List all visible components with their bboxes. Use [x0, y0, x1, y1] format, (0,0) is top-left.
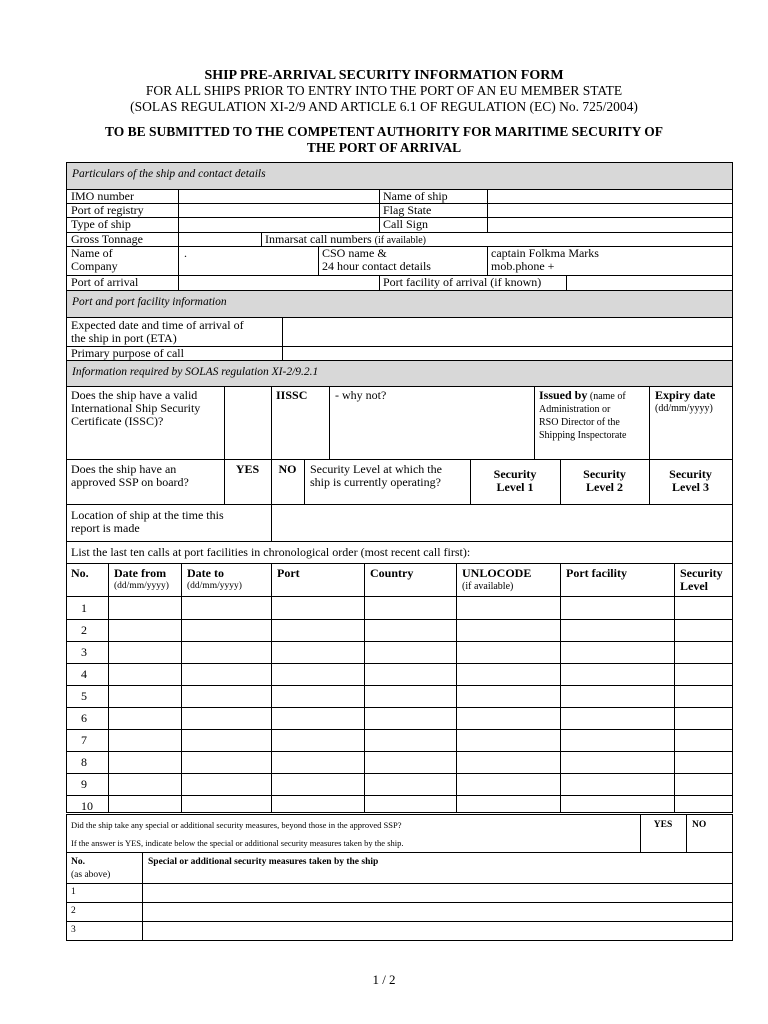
measure-row-number: 2	[71, 906, 76, 916]
call-row-field[interactable]	[456, 729, 560, 751]
section-port-info-title: Port and port facility information	[67, 291, 732, 317]
port-of-registry-field[interactable]	[178, 203, 379, 217]
cso-label-line-2: 24 hour contact details	[322, 259, 431, 273]
issc-question-line-2: International Ship Security	[71, 401, 201, 415]
call-row-field[interactable]	[456, 751, 560, 773]
port-of-arrival-field[interactable]	[178, 275, 379, 290]
call-row-field[interactable]	[364, 773, 456, 795]
call-row-field[interactable]	[271, 597, 364, 619]
security-level-3-option[interactable]	[649, 467, 732, 497]
name-of-ship-field[interactable]	[487, 189, 732, 203]
call-row-field[interactable]	[674, 729, 732, 751]
measures-yes-option[interactable]: YES	[653, 820, 673, 830]
measure-row-field[interactable]	[142, 883, 732, 902]
call-row-field[interactable]	[271, 773, 364, 795]
call-row-field[interactable]	[456, 597, 560, 619]
call-row-field[interactable]	[364, 751, 456, 773]
col-no: No.	[71, 566, 89, 580]
security-level-question	[304, 462, 470, 498]
call-row-field[interactable]	[181, 619, 271, 641]
call-row-field[interactable]	[108, 729, 181, 751]
why-not-label: - why not?	[335, 388, 387, 402]
security-level-2-label: Level 2	[586, 480, 623, 494]
call-row-field[interactable]	[456, 663, 560, 685]
expiry-date-format: (dd/mm/yyyy)	[655, 403, 713, 414]
call-row-field[interactable]	[108, 619, 181, 641]
location-label	[67, 508, 271, 538]
measures-if-yes: If the answer is YES, indicate below the special or additional security measures taken by the ship.	[71, 838, 404, 848]
measure-row-number: 3	[71, 925, 76, 935]
call-row-field[interactable]	[674, 663, 732, 685]
measure-row-number: 1	[71, 887, 76, 897]
call-row-field[interactable]	[456, 619, 560, 641]
call-row-number: 2	[81, 623, 87, 637]
type-of-ship-field[interactable]	[178, 217, 379, 232]
main-form-table	[66, 162, 733, 813]
call-row-field[interactable]	[560, 707, 674, 729]
call-row-field[interactable]	[364, 597, 456, 619]
security-level-question-line-1: Security Level at which the	[310, 462, 442, 476]
call-row-number: 5	[81, 689, 87, 703]
eta-field[interactable]	[282, 317, 732, 346]
cso-name-value: captain Folkma Marks	[491, 246, 599, 260]
call-row-field[interactable]	[560, 641, 674, 663]
label-gross-tonnage: Gross Tonnage	[71, 232, 143, 246]
call-row-field[interactable]	[364, 707, 456, 729]
call-row-number: 3	[81, 645, 87, 659]
measures-question: Did the ship take any special or additional security measures, beyond those in the approved SSP?	[71, 820, 402, 830]
col-date-to-format: (dd/mm/yyyy)	[187, 581, 242, 591]
measures-table	[66, 814, 733, 941]
label-flag-state: Flag State	[383, 203, 432, 217]
submit-instruction-line-1: TO BE SUBMITTED TO THE COMPETENT AUTHORITY FOR MARITIME SECURITY OF	[104, 124, 664, 139]
imo-number-field[interactable]	[178, 189, 379, 203]
ssp-no-option[interactable]: NO	[278, 462, 297, 476]
call-row-field[interactable]	[108, 597, 181, 619]
security-level-2-word: Security	[583, 467, 626, 481]
call-row-field[interactable]	[560, 729, 674, 751]
label-primary-purpose: Primary purpose of call	[71, 346, 184, 360]
label-port-facility-arrival: Port facility of arrival (if known)	[383, 275, 542, 289]
col-security-word: Security	[680, 566, 723, 580]
section-solas-title: Information required by SOLAS regulation XI-2/9.2.1	[67, 361, 732, 386]
col-port: Port	[277, 566, 300, 580]
company-label-line-1: Name of	[71, 246, 113, 260]
port-facility-arrival-field[interactable]	[566, 275, 732, 290]
measures-col-description: Special or additional security measures taken by the ship	[148, 857, 379, 867]
call-row-field[interactable]	[271, 641, 364, 663]
expiry-date-label	[649, 388, 732, 428]
label-inmarsat: Inmarsat call numbers	[265, 232, 372, 246]
location-field[interactable]	[271, 504, 732, 541]
ssp-question	[67, 462, 224, 498]
call-row-number: 8	[81, 755, 87, 769]
call-row-field[interactable]	[364, 619, 456, 641]
call-row-field[interactable]	[674, 707, 732, 729]
issued-by-note-2: Administration or	[539, 404, 611, 415]
security-level-3-label: Level 3	[672, 480, 709, 494]
call-row-field[interactable]	[181, 707, 271, 729]
call-row-field[interactable]	[271, 707, 364, 729]
issued-by-note-1: (name of	[589, 391, 626, 402]
label-port-of-registry: Port of registry	[71, 203, 144, 217]
col-date-from-format: (dd/mm/yyyy)	[114, 581, 169, 591]
call-row-field[interactable]	[108, 773, 181, 795]
call-row-field[interactable]	[560, 751, 674, 773]
call-row-field[interactable]	[108, 663, 181, 685]
iissc-label: IISSC	[276, 388, 308, 402]
calls-instruction: List the last ten calls at port facilities in chronological order (most recent call first):	[71, 545, 471, 559]
cso-contact-field[interactable]	[487, 246, 732, 275]
call-row-field[interactable]	[560, 597, 674, 619]
label-imo-number: IMO number	[71, 189, 134, 203]
section-particulars-title: Particulars of the ship and contact details	[67, 163, 732, 189]
label-call-sign: Call Sign	[383, 217, 429, 231]
cso-label-line-1: CSO name &	[322, 246, 387, 260]
call-row-field[interactable]	[364, 729, 456, 751]
security-level-2-option[interactable]	[560, 467, 649, 497]
col-security-level	[674, 566, 732, 596]
submit-instruction-line-2: THE PORT OF ARRIVAL	[306, 140, 462, 155]
inmarsat-label	[261, 232, 732, 246]
col-date-to-label: Date to	[187, 566, 224, 580]
flag-state-field[interactable]	[487, 203, 732, 217]
label-eta	[67, 317, 282, 346]
cso-phone-value: mob.phone +	[491, 259, 555, 273]
inmarsat-note: (if available)	[374, 235, 426, 246]
call-row-field[interactable]	[456, 641, 560, 663]
call-row-field[interactable]	[271, 751, 364, 773]
call-row-field[interactable]	[271, 685, 364, 707]
call-row-field[interactable]	[181, 641, 271, 663]
call-row-field[interactable]	[108, 685, 181, 707]
col-port-facility: Port facility	[566, 566, 627, 580]
label-cso	[318, 246, 487, 275]
gross-tonnage-field[interactable]	[178, 232, 261, 246]
security-level-1-option[interactable]	[470, 467, 560, 497]
col-unlocode	[456, 566, 560, 596]
col-unlocode-label: UNLOCODE	[462, 566, 532, 580]
call-sign-field[interactable]	[487, 217, 732, 232]
security-level-3-word: Security	[669, 467, 712, 481]
issc-answer-field[interactable]	[224, 386, 271, 459]
eta-label-line-2: the ship in port (ETA)	[71, 331, 177, 345]
expiry-date-title: Expiry date	[655, 388, 716, 402]
call-row-field[interactable]	[108, 641, 181, 663]
issc-question	[67, 388, 224, 448]
measures-col-no	[67, 855, 142, 883]
call-row-field[interactable]	[560, 663, 674, 685]
call-row-field[interactable]	[181, 663, 271, 685]
call-row-field[interactable]	[560, 619, 674, 641]
call-row-number: 1	[81, 601, 87, 615]
form-regulation: (SOLAS REGULATION XI-2/9 AND ARTICLE 6.1 OF REGULATION (EC) No. 725/2004)	[130, 99, 638, 114]
label-name-of-company	[67, 246, 178, 275]
col-date-to	[181, 566, 271, 596]
measures-col-no-note: (as above)	[71, 870, 111, 880]
port-calls-table	[67, 563, 732, 813]
ssp-yes-option[interactable]: YES	[235, 462, 260, 476]
col-date-from-label: Date from	[114, 566, 167, 580]
company-label-line-2: Company	[71, 259, 118, 273]
location-label-line-2: report is made	[71, 521, 140, 535]
call-row-field[interactable]	[181, 773, 271, 795]
call-row-field[interactable]	[456, 685, 560, 707]
call-row-field[interactable]	[674, 773, 732, 795]
call-row-field[interactable]	[560, 773, 674, 795]
call-row-field[interactable]	[364, 641, 456, 663]
call-row-field[interactable]	[108, 707, 181, 729]
measures-col-no-label: No.	[71, 857, 85, 867]
call-row-field[interactable]	[271, 729, 364, 751]
security-level-1-label: Level 1	[496, 480, 534, 494]
call-row-field[interactable]	[181, 685, 271, 707]
call-row-field[interactable]	[674, 641, 732, 663]
call-row-field[interactable]	[364, 685, 456, 707]
measure-row-field[interactable]	[142, 902, 732, 921]
label-port-of-arrival: Port of arrival	[71, 275, 139, 289]
company-field[interactable]: .	[184, 246, 187, 260]
call-row-field[interactable]	[181, 751, 271, 773]
issued-by-label	[534, 388, 649, 448]
col-unlocode-note: (if available)	[462, 581, 514, 592]
col-level-word: Level	[680, 579, 708, 593]
page-number: 1 / 2	[372, 972, 396, 987]
col-country: Country	[370, 566, 414, 580]
label-name-of-ship: Name of ship	[383, 189, 448, 203]
issc-question-line-1: Does the ship have a valid	[71, 388, 198, 402]
measure-row-field[interactable]	[142, 921, 732, 940]
call-row-number: 4	[81, 667, 87, 681]
call-row-number: 10	[81, 799, 93, 813]
call-row-field[interactable]	[456, 773, 560, 795]
call-row-field[interactable]	[456, 707, 560, 729]
call-row-field[interactable]	[560, 685, 674, 707]
call-row-field[interactable]	[108, 751, 181, 773]
call-row-field[interactable]	[271, 619, 364, 641]
call-row-field[interactable]	[181, 729, 271, 751]
call-row-number: 7	[81, 733, 87, 747]
col-date-from	[108, 566, 181, 596]
label-type-of-ship: Type of ship	[71, 217, 131, 231]
issued-by-note-4: Shipping Inspectorate	[539, 430, 627, 441]
call-row-field[interactable]	[364, 663, 456, 685]
measures-no-option[interactable]: NO	[692, 820, 707, 830]
call-row-field[interactable]	[674, 751, 732, 773]
call-row-field[interactable]	[271, 663, 364, 685]
call-row-number: 6	[81, 711, 87, 725]
call-row-number: 9	[81, 777, 87, 791]
issued-by-note-3: RSO Director of the	[539, 417, 620, 428]
issued-by-title: Issued by	[539, 388, 588, 402]
security-level-1-word: Security	[493, 467, 537, 481]
form-subtitle: FOR ALL SHIPS PRIOR TO ENTRY INTO THE PORT OF AN EU MEMBER STATE	[145, 83, 623, 98]
call-row-field[interactable]	[181, 597, 271, 619]
form-title: SHIP PRE-ARRIVAL SECURITY INFORMATION FORM	[204, 68, 564, 83]
ssp-question-line-1: Does the ship have an	[71, 462, 177, 476]
call-row-field[interactable]	[674, 619, 732, 641]
ssp-question-line-2: approved SSP on board?	[71, 475, 189, 489]
location-label-line-1: Location of ship at the time this	[71, 508, 224, 522]
call-row-field[interactable]	[674, 685, 732, 707]
primary-purpose-field[interactable]	[282, 346, 732, 360]
issc-question-line-3: Certificate (ISSC)?	[71, 414, 164, 428]
eta-label-line-1: Expected date and time of arrival of	[71, 318, 244, 332]
call-row-field[interactable]	[674, 597, 732, 619]
security-level-question-line-2: ship is currently operating?	[310, 475, 441, 489]
